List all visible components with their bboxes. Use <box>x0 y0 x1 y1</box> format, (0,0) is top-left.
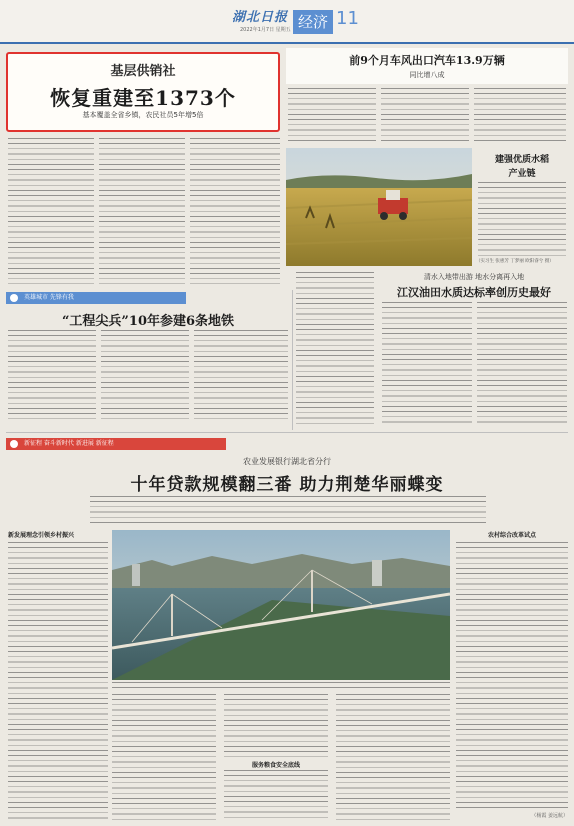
metro-body-col1 <box>8 330 96 422</box>
city-banner-label: 英雄城市 先锋有我 <box>24 294 74 301</box>
column-divider <box>292 290 293 430</box>
oilfield-body-col2 <box>477 302 567 426</box>
bottom-body-col3b <box>224 770 328 820</box>
section-label: 经济 <box>293 10 333 34</box>
city-banner <box>6 292 186 304</box>
misc-body-col <box>296 272 374 426</box>
masthead-date: 2022年1月7日 星期五 <box>240 27 291 33</box>
city-banner-dot-icon <box>10 294 18 302</box>
bottom-body-col1 <box>8 542 108 820</box>
masthead-title: 湖北日报 <box>232 10 289 25</box>
car-export-body-col1 <box>288 88 376 144</box>
bottom-subhead-right: 农村综合改革试点 <box>487 532 536 539</box>
car-export-headline: 前9个月车风出口汽车13.9万辆 <box>349 54 505 67</box>
page-number: 11 <box>336 8 359 29</box>
bottom-banner <box>6 438 226 450</box>
bridge-aerial-photo <box>112 530 450 680</box>
lead-body-col3 <box>190 138 280 284</box>
oilfield-headline: 江汉油田水质达标率创历史最好 <box>397 286 551 299</box>
bottom-body-col4 <box>336 694 450 820</box>
lead-body-col1 <box>8 138 94 284</box>
bridge-photo-art <box>112 530 450 680</box>
lead-headline: 恢复重建至1373个 <box>50 86 236 110</box>
bottom-byline: （杨霞 姜远航） <box>531 813 568 819</box>
lead-subheadline: 基本覆盖全省乡镇，农民社员5年增5倍 <box>82 111 204 119</box>
bottom-body-col3a <box>224 694 328 758</box>
side-story-credit: （实习生 张惠芳 丁梦丽 欧阳睿兮 摄） <box>476 259 554 264</box>
bottom-subhead-mid: 服务粮食安全底线 <box>251 762 300 769</box>
oilfield-body-col1 <box>382 302 472 426</box>
side-story-title-1: 建强优质水稻 <box>494 155 549 165</box>
paddy-harvest-photo <box>286 148 472 266</box>
side-story-body <box>478 182 566 256</box>
bridge-photo-caption <box>112 682 450 690</box>
bottom-banner-dot-icon <box>10 440 18 448</box>
header-rule <box>0 42 574 44</box>
car-export-subheadline: 同比增八成 <box>409 71 445 79</box>
metro-body-col3 <box>194 330 288 422</box>
metro-body-col2 <box>101 330 189 422</box>
bottom-body-col5 <box>456 542 568 810</box>
bottom-banner-label: 新征程 奋斗新时代 新进展 新征程 <box>24 440 114 447</box>
section-divider <box>6 432 568 433</box>
lead-kicker: 基层供销社 <box>110 64 176 79</box>
paddy-photo-art <box>286 148 472 266</box>
metro-story-headline: “工程尖兵”10年参建6条地铁 <box>61 314 235 329</box>
bottom-subhead-left: 新发展理念引领乡村振兴 <box>8 532 75 539</box>
car-export-body-col2 <box>381 88 469 144</box>
lead-body-col2 <box>99 138 185 284</box>
bottom-body-col2 <box>112 694 216 820</box>
bottom-story-intro <box>90 496 486 526</box>
side-story-title-2: 产业链 <box>508 169 536 179</box>
bottom-story-kicker: 农业发展银行湖北省分行 <box>243 457 331 466</box>
oilfield-kicker: 清水入地带出游 地水分离再入地 <box>423 273 525 281</box>
car-export-body-col3 <box>474 88 566 144</box>
bottom-story-headline: 十年贷款规模翻三番 助力荆楚华丽蝶变 <box>130 475 444 495</box>
